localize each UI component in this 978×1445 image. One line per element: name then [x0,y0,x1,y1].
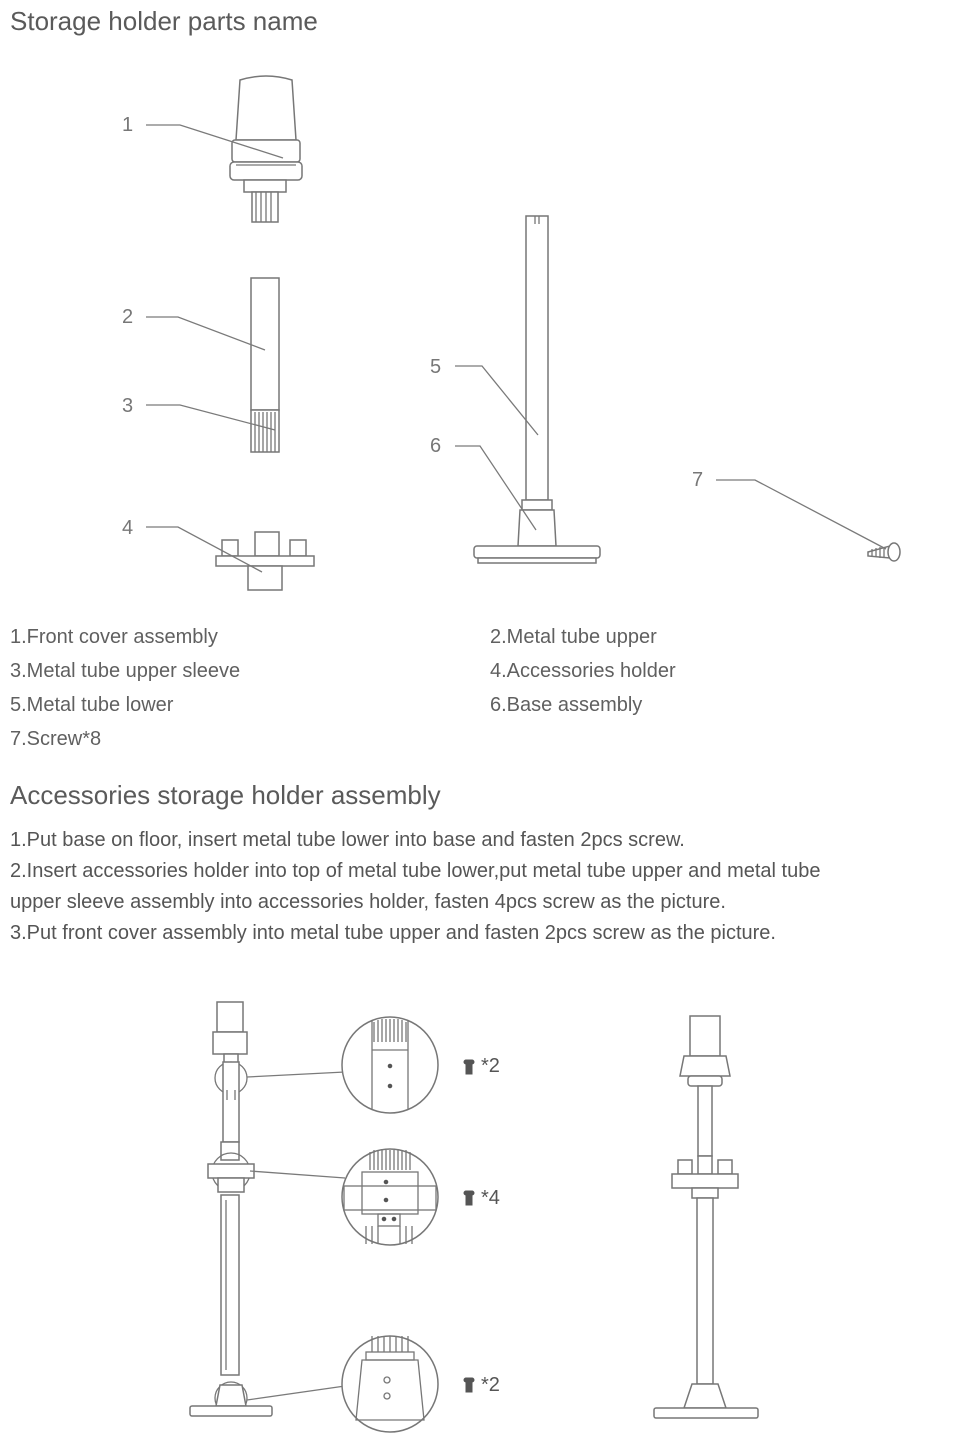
exploded-stand-drawing [190,1002,272,1416]
screw-count-1: *2 [481,1055,500,1077]
part-label-6: 6.Base assembly [490,694,643,716]
screw-count-2: *4 [481,1187,500,1209]
callout-5: 5 [430,356,442,378]
callout-6: 6 [430,435,442,457]
callout-1: 1 [122,114,134,136]
callout-7: 7 [692,469,704,491]
callout-4: 4 [122,517,134,539]
screw-icon-2 [464,1191,474,1205]
zoom-detail-bottom [342,1336,438,1432]
part-label-2: 2.Metal tube upper [490,626,657,648]
assembly-step-2-cont: upper sleeve assembly into accessories holder, fasten 4pcs screw as the picture. [10,891,726,913]
screw-count-3: *2 [481,1374,500,1396]
zoom-detail-top [342,1017,438,1113]
screw-icon-1 [464,1060,474,1074]
part-label-4: 4.Accessories holder [490,660,676,682]
part-label-5: 5.Metal tube lower [10,694,174,716]
assembly-step-1: 1.Put base on floor, insert metal tube lower into base and fasten 2pcs screw. [10,829,685,851]
assembly-step-2: 2.Insert accessories holder into top of metal tube lower,put metal tube upper and metal tube [10,860,821,882]
part-label-7: 7.Screw*8 [10,728,102,750]
zoom-detail-middle [342,1149,438,1245]
callout-3: 3 [122,395,134,417]
section-title-parts: Storage holder parts name [10,6,318,36]
assembly-step-3: 3.Put front cover assembly into metal tube upper and fasten 2pcs screw as the picture. [10,922,776,944]
callout-2: 2 [122,306,134,328]
screw-icon-3 [464,1378,474,1392]
assembled-stand-drawing [654,1016,758,1418]
part-label-3: 3.Metal tube upper sleeve [10,660,241,682]
section-title-assembly: Accessories storage holder assembly [10,780,441,810]
part-label-1: 1.Front cover assembly [10,626,218,648]
